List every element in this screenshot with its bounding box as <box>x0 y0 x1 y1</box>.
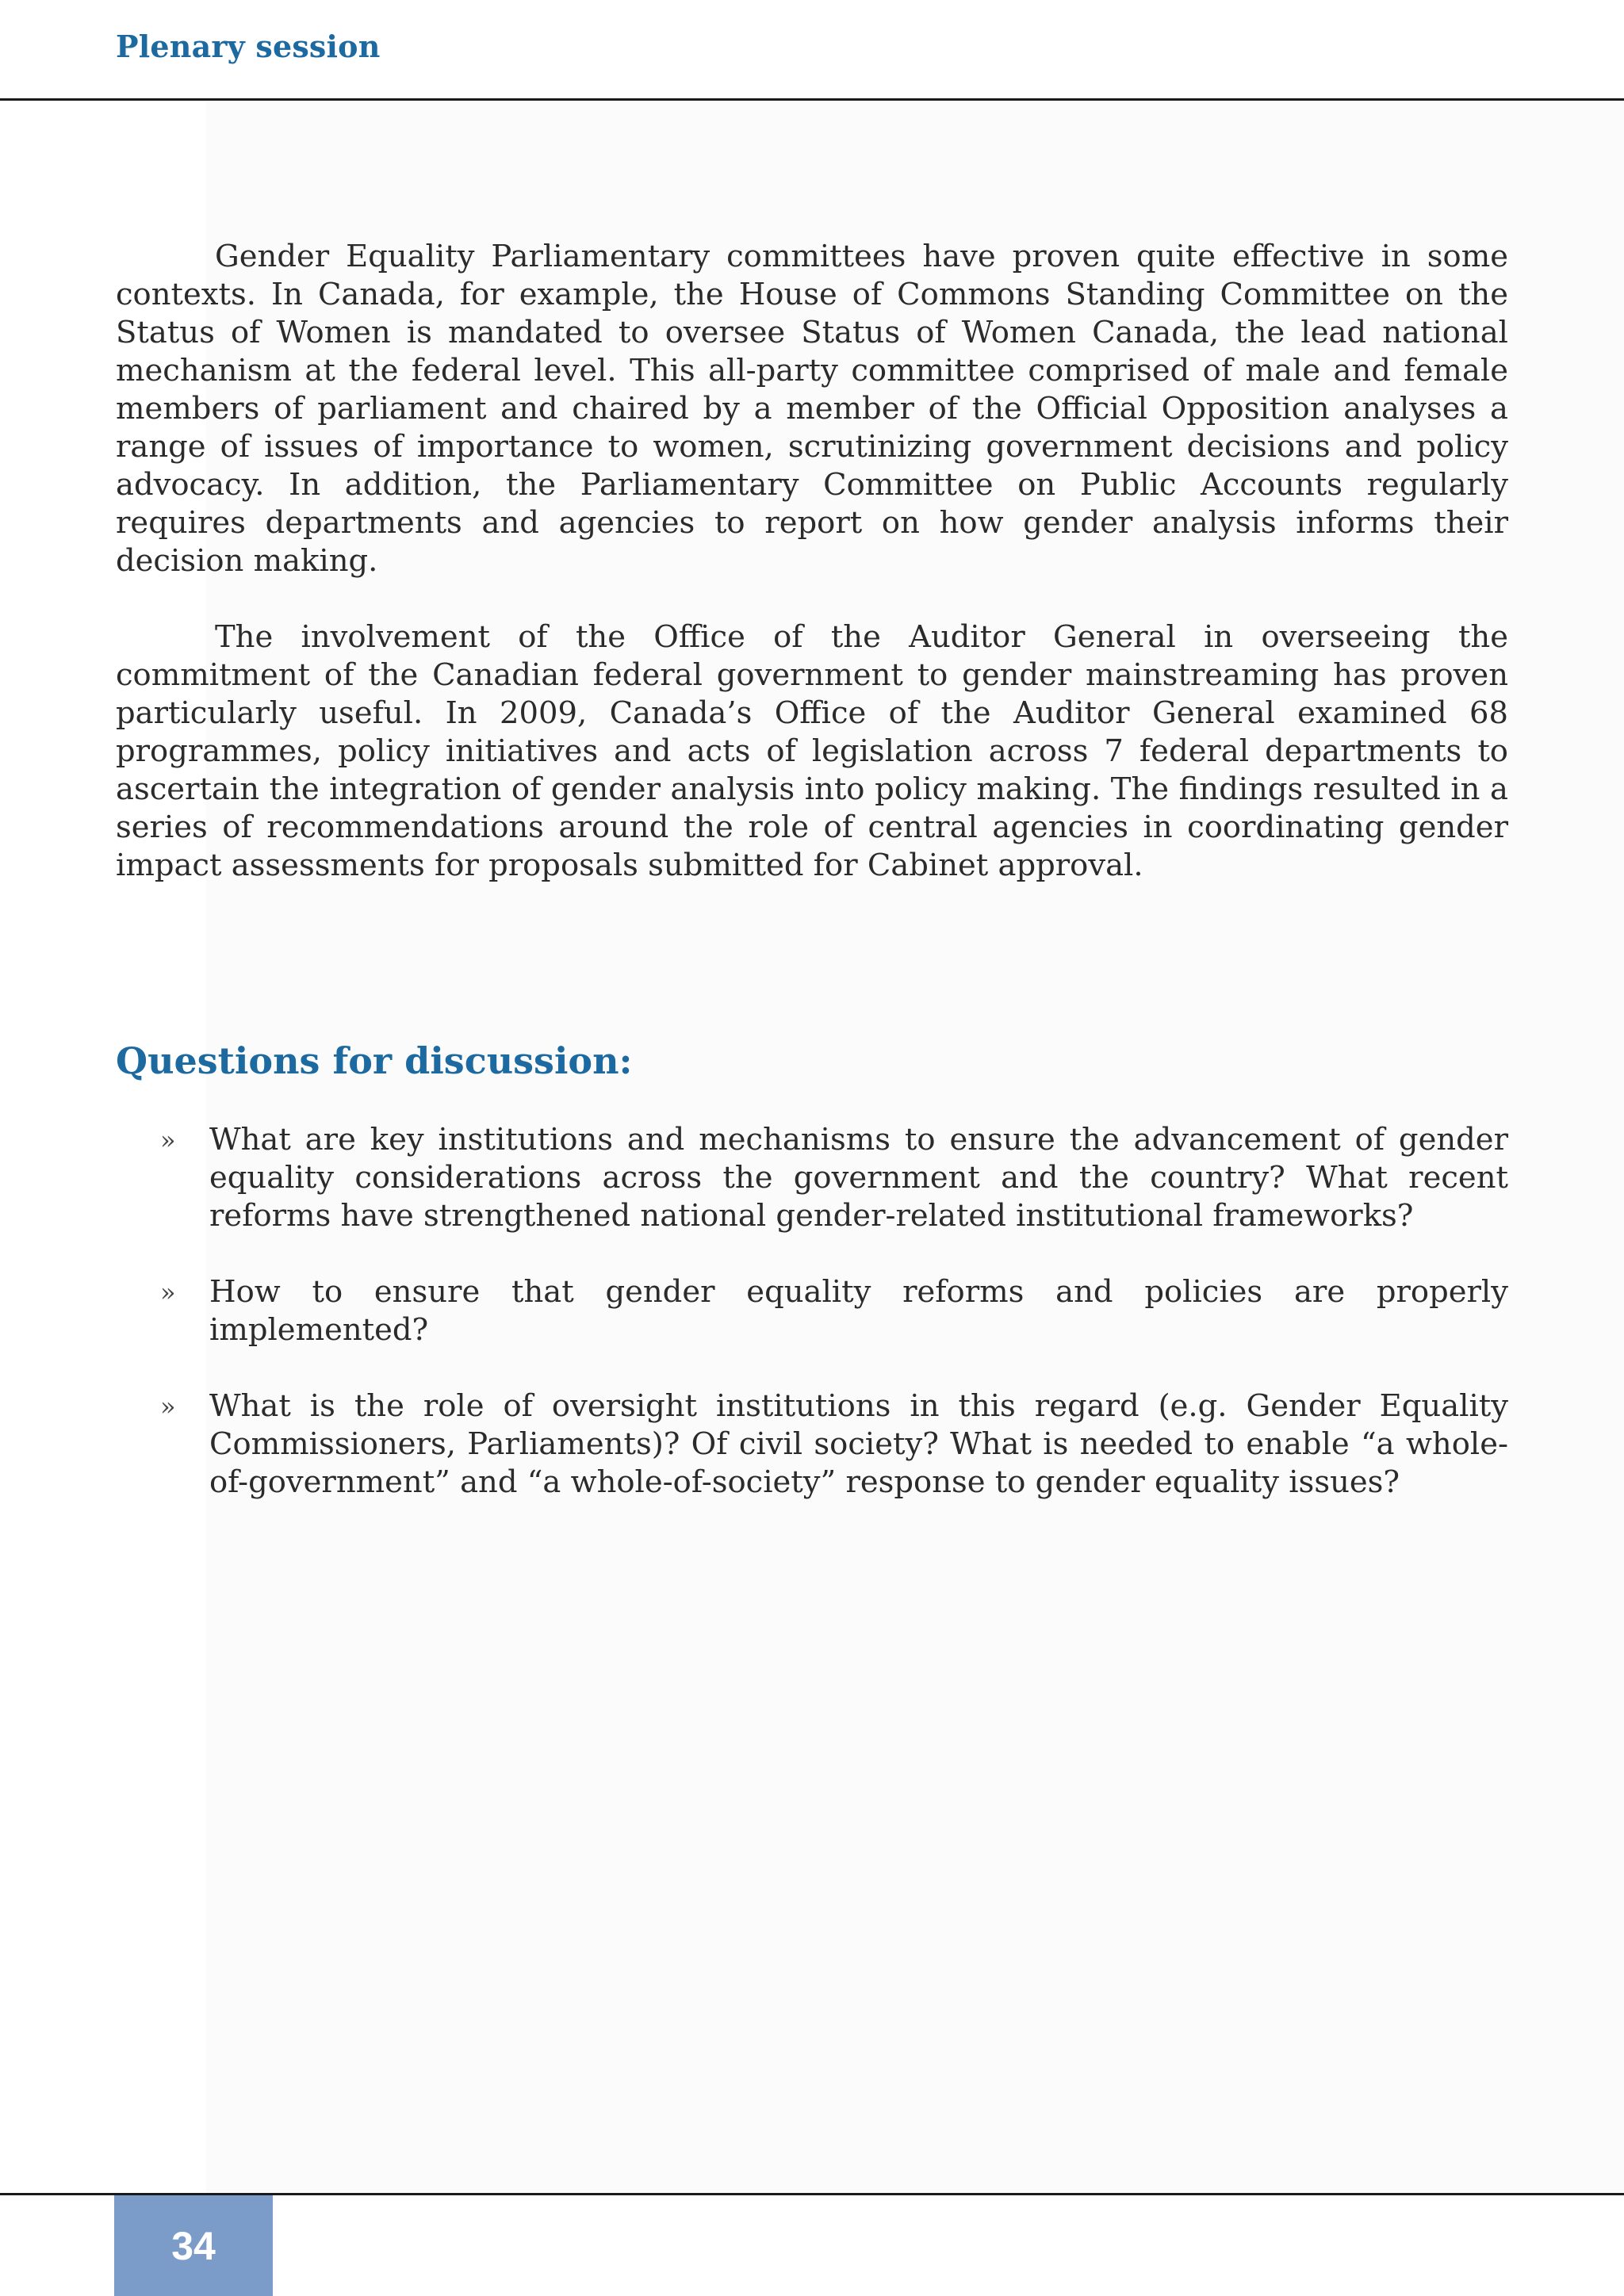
body-paragraph-1: Gender Equality Parliamentary committees have proven quite effective in some contexts. In Canada, for example, the House of Commons Standing Committee on the Status of Women is mandated to oversee Status of Women Canada, the lead national mechanism at the federal level. This all-party committee comprised of male and female members of parliament and chaired by a member of the Official Opposition analyses a range of issues of importance to women, scrutinizing government decisions and policy advocacy. In addition, the Parliamentary Committee on Public Accounts regularly requires departments and agencies to report on how gender analysis informs their decision making. <box>116 239 1508 579</box>
question-item-1 <box>116 1121 1508 1235</box>
question-item-2 <box>116 1273 1508 1349</box>
question-text: What are key institutions and mechanisms to ensure the advancement of gender equality considerations across the government and the country? What recent reforms have strengthened national gender-related institutional frameworks? <box>209 1122 1508 1234</box>
guillemet-bullet-icon: » <box>160 1391 176 1422</box>
page-number-box <box>114 2195 273 2296</box>
body-paragraph-2: The involvement of the Office of the Auditor General in overseeing the commitment of the Canadian federal government to gender mainstreaming has proven particularly useful. In 2009, Canada’s Office of the Auditor General examined 68 programmes, policy initiatives and acts of legislation across 7 federal departments to ascertain the integration of gender analysis into policy making. The findings resulted in a series of recommendations around the role of central agencies in coordinating gender impact assessments for proposals submitted for Cabinet approval. <box>116 619 1508 883</box>
questions-list <box>116 1121 1508 1502</box>
question-item-3 <box>116 1387 1508 1502</box>
question-text: How to ensure that gender equality reforms and policies are properly implemented? <box>209 1274 1508 1348</box>
questions-heading: Questions for discussion: <box>116 1039 633 1082</box>
running-header: Plenary session <box>116 29 381 64</box>
page-number: 34 <box>171 2223 216 2268</box>
header-rule <box>0 98 1624 101</box>
question-text: What is the role of oversight institutions in this regard (e.g. Gender Equality Commissioners, Parliaments)? Of civil society? What is needed to enable “a whole-of-government” and “a whole-of-society” response to gender equality issues? <box>209 1388 1508 1500</box>
page-content <box>116 238 1508 1502</box>
guillemet-bullet-icon: » <box>160 1277 176 1307</box>
guillemet-bullet-icon: » <box>160 1125 176 1155</box>
